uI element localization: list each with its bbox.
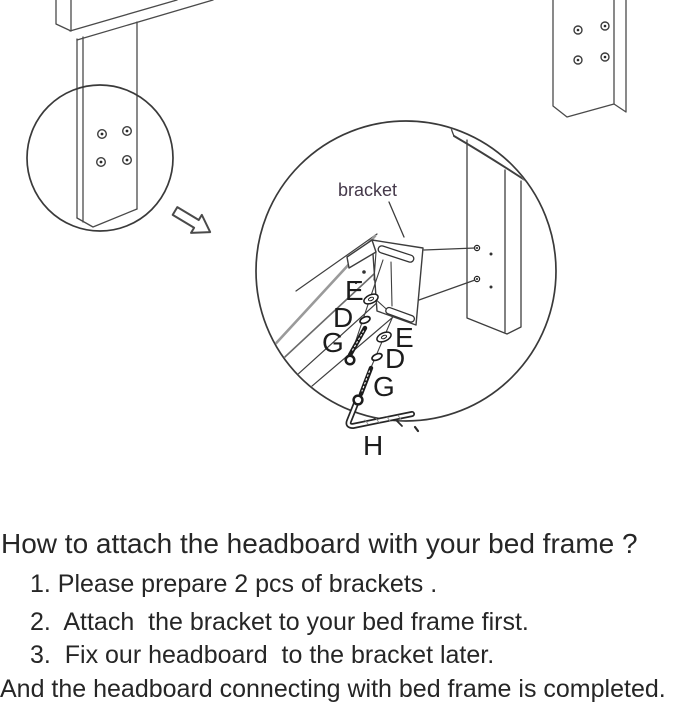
headboard-leg-holes (97, 127, 132, 167)
part-label-e2: E (395, 322, 414, 353)
frame-leg-drawing (467, 140, 521, 334)
bed-rail-right-drawing (451, 119, 547, 192)
corner-leg-drawing (553, 0, 626, 117)
part-label-e1: E (345, 275, 364, 306)
instructions-title: How to attach the headboard with your bed frame ? (1, 528, 638, 559)
part-label-d2: D (385, 343, 406, 374)
zoom-arrow-icon (170, 202, 216, 241)
part-label-h: H (363, 430, 384, 461)
part-label-g2: G (373, 371, 395, 402)
instruction-step-1: 1. Please prepare 2 pcs of brackets . (30, 570, 438, 598)
instruction-step-3: 3. Fix our headboard to the bracket later. (30, 641, 495, 669)
part-label-g1: G (322, 327, 344, 358)
corner-leg-holes (574, 22, 609, 64)
instructions-conclusion: And the headboard connecting with bed frame is completed. (0, 675, 666, 703)
bracket-label-leader (389, 202, 404, 237)
bracket-label: bracket (338, 180, 398, 200)
instruction-step-2: 2. Attach the bracket to your bed frame first. (30, 608, 529, 636)
part-label-d1: D (333, 302, 354, 333)
headboard-leg-drawing (56, 0, 213, 227)
